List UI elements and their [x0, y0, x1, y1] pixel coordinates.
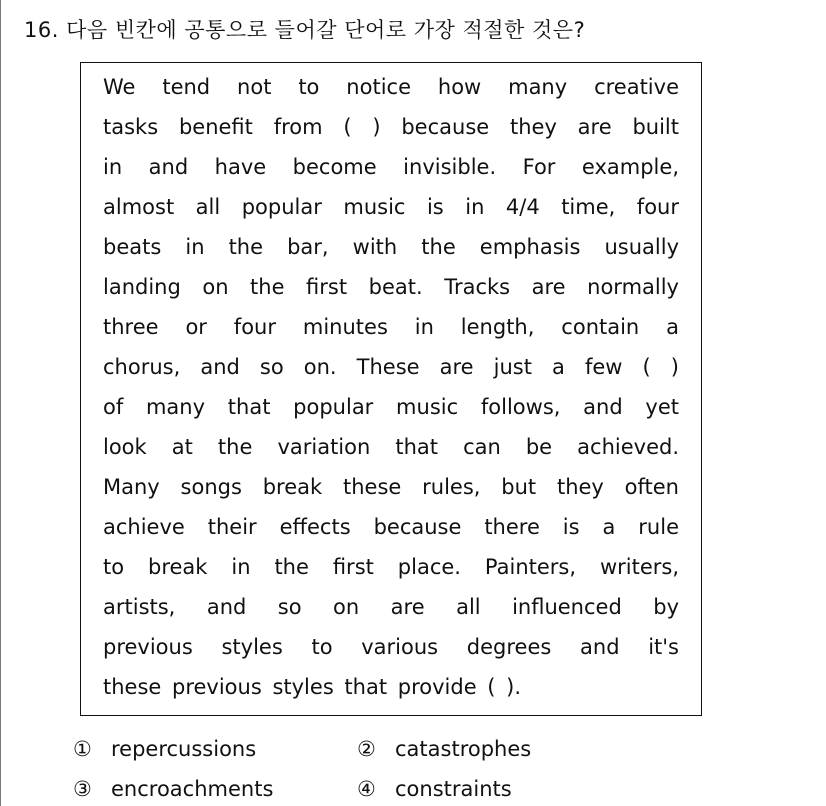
passage-line: Many songs break these rules, but they often	[103, 475, 679, 499]
answer-option-3[interactable]	[73, 776, 273, 802]
option-text: repercussions	[111, 737, 257, 761]
passage-line: tasks benefit from ( ) because they are built	[103, 115, 679, 139]
passage-box	[80, 62, 702, 716]
passage-line: artists, and so on are all influenced by	[103, 595, 679, 619]
question-text: 16. 다음 빈칸에 공통으로 들어갈 단어로 가장 적절한 것은?	[24, 18, 586, 42]
answer-option-2[interactable]	[357, 736, 531, 762]
passage-line: to break in the first place. Painters, writers,	[103, 555, 679, 579]
passage-line: of many that popular music follows, and yet	[103, 395, 679, 419]
answer-option-1[interactable]	[73, 736, 256, 762]
passage-line: three or four minutes in length, contain a	[103, 315, 679, 339]
option-text: constraints	[395, 777, 512, 801]
passage-line: almost all popular music is in 4/4 time, four	[103, 195, 679, 219]
passage-line: beats in the bar, with the emphasis usually	[103, 235, 679, 259]
passage-line: look at the variation that can be achieved.	[103, 435, 679, 459]
option-number: ④	[357, 777, 376, 801]
passage-line: these previous styles that provide ( ).	[103, 675, 522, 699]
passage-line: achieve their effects because there is a rule	[103, 515, 679, 539]
option-number: ①	[73, 737, 92, 761]
option-text: catastrophes	[395, 737, 532, 761]
passage-line: landing on the first beat. Tracks are normally	[103, 275, 679, 299]
answer-option-4[interactable]	[357, 776, 512, 802]
option-number: ③	[73, 777, 92, 801]
passage-line: in and have become invisible. For example,	[103, 155, 679, 179]
option-text: encroachments	[111, 777, 274, 801]
passage-line: chorus, and so on. These are just a few ( )	[103, 355, 679, 379]
option-number: ②	[357, 737, 376, 761]
passage-line: We tend not to notice how many creative	[103, 75, 679, 99]
passage-line: previous styles to various degrees and it's	[103, 635, 679, 659]
